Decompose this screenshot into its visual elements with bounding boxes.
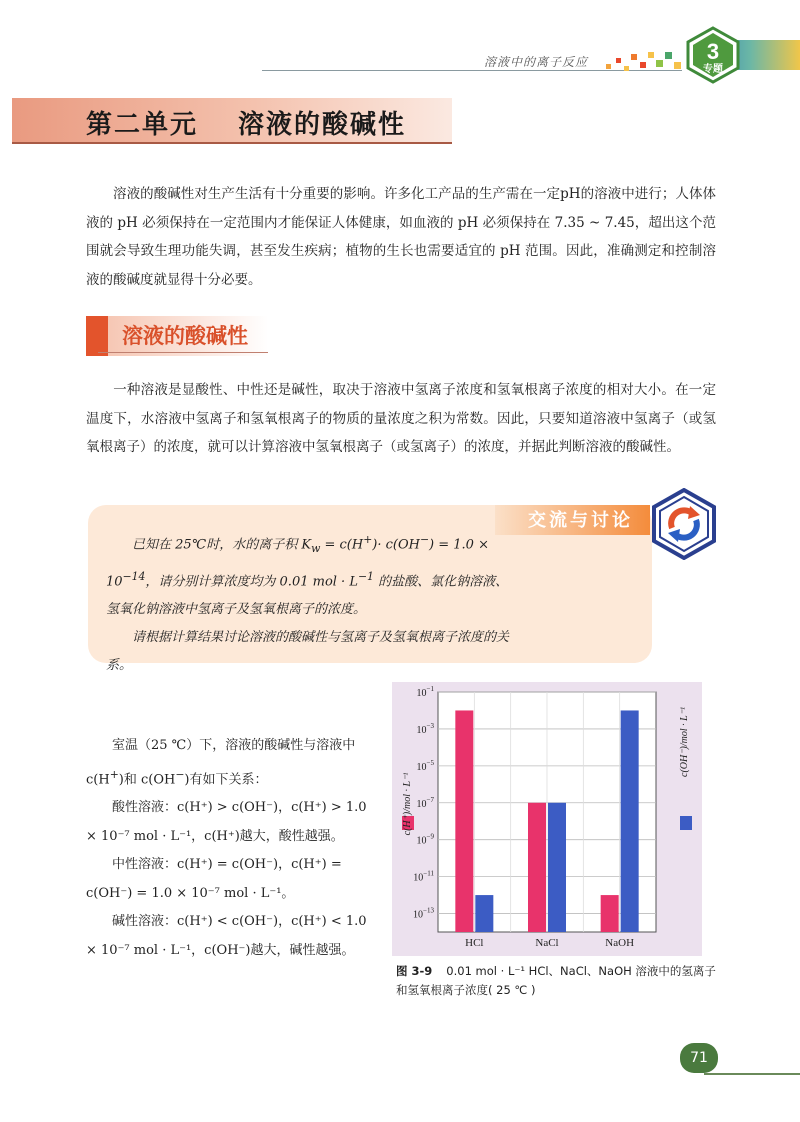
unit-number: 第二单元 <box>86 110 199 140</box>
y-tick-label: $10^{-1}$ <box>416 685 434 699</box>
discussion-label: 交流与讨论 <box>528 510 633 531</box>
y-tick-label: $10^{-9}$ <box>416 832 434 847</box>
intro-paragraph <box>86 180 716 294</box>
relation-acid: 酸性溶液：c(H⁺) > c(OH⁻)，c(H⁺) > 1.0 × 10⁻⁷ mol · L⁻¹，c(H⁺)越大，酸性越强。 <box>86 800 367 844</box>
x-tick-labels <box>465 937 634 949</box>
y-axis-label-left: c(H⁺)/mol · L⁻¹ <box>402 772 413 836</box>
intro-text: 溶液的酸碱性对生产生活有十分重要的影响。许多化工产品的生产需在一定pH的溶液中进行；人体体液的 pH 必须保持在一定范围内才能保证人体健康，如血液的 pH 必须保持在 7.35 ~ 7.45，超出这个范围就会导致生理功能失调，甚至发生疾病；植物的生长也需要适宜的 pH 范围。因此，准确测定和控制溶液的酸碱度就显得十分必要。 <box>86 186 716 288</box>
bar-oh-hcl <box>475 895 493 932</box>
relation-base: 碱性溶液：c(H⁺) < c(OH⁻)，c(H⁺) < 1.0 × 10⁻⁷ mol · L⁻¹，c(OH⁻)越大，碱性越强。 <box>86 914 367 958</box>
y-tick-label: $10^{-3}$ <box>416 721 434 736</box>
x-tick-label: NaCl <box>535 937 559 949</box>
y-tick-labels <box>413 685 434 921</box>
legend-swatch-oh <box>680 816 692 830</box>
y-tick-label: $10^{-13}$ <box>413 906 434 921</box>
relation-neutral: 中性溶液：c(H⁺) = c(OH⁻)，c(H⁺) = c(OH⁻) = 1.0 × 10⁻⁷ mol · L⁻¹。 <box>86 857 342 901</box>
discussion-p1: 已知在 25℃时，水的离子积 $K_w = c(H^+)\cdot c(OH^-) = 1.0 \times 10^{-14}$，请分别计算浓度均为 0.01 mol · $L^{-1}$ 的盐酸、氯化钠溶液、氢氧化钠溶液中氢离子及氢氧根离子的浓度。 <box>106 533 509 618</box>
bar-oh-naoh <box>621 710 639 932</box>
badge-number: 3 <box>706 39 720 64</box>
y-tick-label: $10^{-11}$ <box>413 869 434 884</box>
section-text: 一种溶液是显酸性、中性还是碱性，取决于溶液中氢离子浓度和氢氧根离子浓度的相对大小。在一定温度下，水溶液中氢离子和氢氧根离子的物质的量浓度之积为常数。因此，只要知道溶液中氢离子（或氢氧根离子）的浓度，就可以计算溶液中氢氧根离子（或氢离子）的浓度，并据此判断溶液的酸碱性。 <box>86 382 716 455</box>
chapter-title: 溶液中的离子反应 <box>484 55 589 69</box>
x-tick-label: NaOH <box>605 937 635 949</box>
badge-label: 专题 <box>703 64 723 75</box>
unit-name: 溶液的酸碱性 <box>238 110 407 140</box>
x-tick-label: HCl <box>465 937 484 949</box>
caption-number: 图 3-9 <box>396 964 433 978</box>
y-axis-label-right: c(OH⁻)/mol · L⁻¹ <box>679 707 690 777</box>
discussion-icon <box>648 488 720 560</box>
discussion-text <box>106 526 521 680</box>
figure-caption <box>396 962 716 1000</box>
bar-oh-nacl <box>548 803 566 932</box>
section-paragraph <box>86 376 716 462</box>
ion-concentration-chart <box>392 682 702 956</box>
y-tick-label: $10^{-7}$ <box>416 795 434 810</box>
section-underline <box>98 352 268 353</box>
page-number: 71 <box>680 1043 718 1073</box>
footer-rule <box>704 1073 800 1075</box>
relation-intro: 室温（25 ℃）下，溶液的酸碱性与溶液中 c(H+)和 c(OH−)有如下关系： <box>86 738 356 787</box>
section-title: 溶液的酸碱性 <box>122 323 248 348</box>
bar-h-naoh <box>601 895 619 932</box>
unit-title <box>86 104 406 141</box>
y-tick-label: $10^{-5}$ <box>416 758 434 773</box>
bar-h-nacl <box>528 803 546 932</box>
relation-text <box>86 732 376 965</box>
caption-text: 0.01 mol · L⁻¹ HCl、NaCl、NaOH 溶液中的氢离子和氢氧根离子浓度( 25 ℃ ) <box>396 964 716 997</box>
chapter-badge <box>684 26 742 84</box>
discussion-p2: 请根据计算结果讨论溶液的酸碱性与氢离子及氢氧根离子浓度的关系。 <box>106 630 510 674</box>
header-pixel-decoration <box>598 50 688 74</box>
section-marker <box>86 316 108 356</box>
bar-h-hcl <box>455 710 473 932</box>
